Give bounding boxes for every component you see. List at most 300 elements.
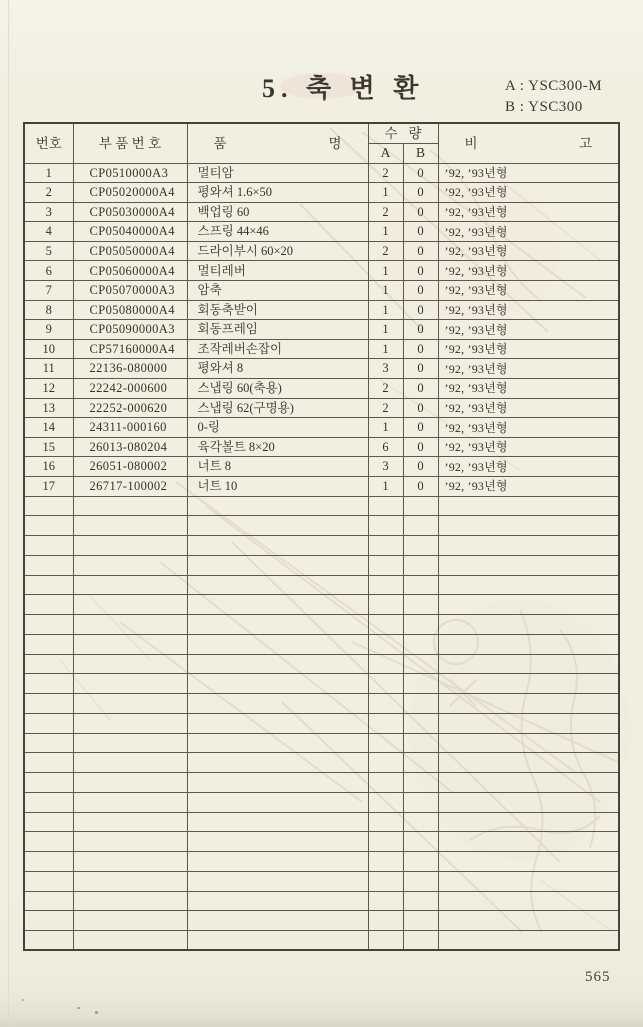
empty-cell [368,694,403,714]
cell-remark: ’92, ’93년형 [438,398,619,418]
empty-cell [187,634,368,654]
empty-cell [368,871,403,891]
cell-qty-b: 0 [403,339,438,359]
empty-cell [438,891,619,911]
empty-cell [438,733,619,753]
empty-cell [24,674,73,694]
cell-no: 4 [24,222,73,242]
cell-qty-b: 0 [403,163,438,183]
cell-qty-b: 0 [403,241,438,261]
empty-cell [24,931,73,951]
empty-cell [73,773,187,793]
cell-remark: ’92, ’93년형 [438,261,619,281]
empty-cell [438,555,619,575]
cell-remark: ’92, ’93년형 [438,163,619,183]
cell-no: 15 [24,437,73,457]
empty-cell [368,911,403,931]
empty-cell [368,891,403,911]
cell-no: 9 [24,320,73,340]
cell-part-number: 26051-080002 [73,457,187,477]
cell-qty-a: 2 [368,379,403,399]
table-row [24,300,619,320]
cell-part-name: 0-링 [187,418,368,438]
table-row [24,398,619,418]
empty-cell [368,555,403,575]
empty-cell [187,871,368,891]
empty-cell [187,852,368,872]
empty-cell [403,654,438,674]
col-header-remark-right: 고 [578,135,592,151]
table-row [24,281,619,301]
empty-table-row [24,516,619,536]
empty-cell [73,713,187,733]
cell-qty-a: 2 [368,202,403,222]
table-row [24,477,619,497]
empty-cell [403,536,438,556]
empty-cell [187,832,368,852]
empty-cell [403,812,438,832]
empty-table-row [24,871,619,891]
cell-no: 10 [24,339,73,359]
empty-cell [24,575,73,595]
empty-cell [368,832,403,852]
cell-qty-b: 0 [403,457,438,477]
empty-cell [73,812,187,832]
empty-cell [438,871,619,891]
empty-cell [24,753,73,773]
cell-no: 2 [24,183,73,203]
empty-cell [438,615,619,635]
cell-no: 16 [24,457,73,477]
empty-cell [368,654,403,674]
empty-table-row [24,713,619,733]
empty-cell [368,753,403,773]
cell-part-name: 멀티레버 [187,261,368,281]
cell-remark: ’92, ’93년형 [438,457,619,477]
empty-cell [187,931,368,951]
table-header [24,123,619,163]
cell-qty-b: 0 [403,437,438,457]
cell-qty-a: 1 [368,320,403,340]
cell-qty-a: 1 [368,261,403,281]
cell-qty-a: 1 [368,418,403,438]
cell-remark: ’92, ’93년형 [438,418,619,438]
cell-part-number: CP05020000A4 [73,183,187,203]
cell-qty-a: 1 [368,222,403,242]
empty-cell [187,496,368,516]
empty-cell [24,634,73,654]
cell-qty-b: 0 [403,418,438,438]
col-header-name-right: 명 [328,135,342,151]
empty-cell [73,516,187,536]
col-header-remark [438,123,619,163]
empty-cell [403,713,438,733]
empty-cell [73,694,187,714]
cell-part-number: 26717-100002 [73,477,187,497]
empty-cell [187,891,368,911]
empty-cell [403,516,438,536]
cell-remark: ’92, ’93년형 [438,281,619,301]
empty-cell [368,733,403,753]
empty-cell [73,891,187,911]
empty-cell [403,891,438,911]
empty-cell [187,674,368,694]
empty-cell [24,694,73,714]
empty-cell [73,931,187,951]
col-header-remark-left: 비 [464,135,478,151]
cell-no: 14 [24,418,73,438]
cell-part-name: 드라이부시 60×20 [187,241,368,261]
empty-cell [187,694,368,714]
col-header-qty-b: B [403,143,438,163]
cell-qty-a: 3 [368,359,403,379]
empty-cell [73,871,187,891]
scan-edge-artifact [8,0,9,1027]
empty-cell [187,595,368,615]
empty-cell [438,812,619,832]
cell-remark: ’92, ’93년형 [438,183,619,203]
empty-cell [438,654,619,674]
empty-cell [73,792,187,812]
cell-qty-b: 0 [403,281,438,301]
empty-cell [187,812,368,832]
cell-qty-b: 0 [403,183,438,203]
cell-part-name: 암축 [187,281,368,301]
empty-cell [24,615,73,635]
cell-remark: ’92, ’93년형 [438,339,619,359]
empty-cell [24,911,73,931]
cell-part-number: CP0510000A3 [73,163,187,183]
cell-qty-b: 0 [403,222,438,242]
empty-cell [24,654,73,674]
empty-cell [24,773,73,793]
empty-cell [403,871,438,891]
col-header-qty-right: 량 [408,125,422,141]
empty-table-row [24,852,619,872]
empty-cell [438,753,619,773]
empty-cell [187,615,368,635]
empty-cell [438,713,619,733]
empty-cell [368,713,403,733]
empty-cell [24,733,73,753]
empty-cell [438,911,619,931]
empty-cell [73,634,187,654]
empty-table-row [24,753,619,773]
empty-cell [368,496,403,516]
cell-part-number: CP05090000A3 [73,320,187,340]
cell-qty-b: 0 [403,379,438,399]
empty-cell [368,852,403,872]
col-header-no: 번호 [24,123,73,163]
empty-cell [403,496,438,516]
cell-part-name: 멀티암 [187,163,368,183]
empty-cell [368,792,403,812]
table-row [24,379,619,399]
empty-cell [187,575,368,595]
empty-cell [368,595,403,615]
empty-cell [24,516,73,536]
empty-cell [73,832,187,852]
col-header-name [187,123,368,163]
cell-no: 13 [24,398,73,418]
empty-cell [438,931,619,951]
empty-cell [73,496,187,516]
empty-cell [187,555,368,575]
col-header-name-left: 품 [213,135,227,151]
cell-part-number: 24311-000160 [73,418,187,438]
empty-cell [73,911,187,931]
cell-part-number: CP05070000A3 [73,281,187,301]
empty-cell [438,773,619,793]
cell-remark: ’92, ’93년형 [438,437,619,457]
page-number: 565 [585,969,611,985]
cell-remark: ’92, ’93년형 [438,241,619,261]
empty-cell [438,496,619,516]
table-row [24,437,619,457]
table-row [24,457,619,477]
cell-remark: ’92, ’93년형 [438,222,619,242]
parts-rows [24,163,619,950]
table-row [24,183,619,203]
cell-qty-a: 1 [368,339,403,359]
cell-qty-b: 0 [403,398,438,418]
cell-part-number: CP05080000A4 [73,300,187,320]
empty-table-row [24,555,619,575]
empty-cell [368,575,403,595]
empty-cell [24,496,73,516]
empty-cell [438,674,619,694]
cell-no: 8 [24,300,73,320]
empty-cell [438,536,619,556]
cell-part-name: 조작레버손잡이 [187,339,368,359]
empty-cell [73,536,187,556]
empty-cell [438,634,619,654]
table-row [24,261,619,281]
cell-part-name: 너트 10 [187,477,368,497]
empty-cell [73,654,187,674]
empty-table-row [24,812,619,832]
cell-no: 3 [24,202,73,222]
empty-cell [73,852,187,872]
table-row [24,339,619,359]
scan-speck [77,1007,80,1009]
empty-cell [403,733,438,753]
empty-table-row [24,496,619,516]
table-row [24,222,619,242]
cell-part-number: CP05030000A4 [73,202,187,222]
cell-qty-a: 1 [368,281,403,301]
table-row [24,241,619,261]
empty-cell [187,516,368,536]
col-header-qty-left: 수 [384,125,398,141]
cell-part-name: 육각볼트 8×20 [187,437,368,457]
empty-cell [187,792,368,812]
col-header-qty-a: A [368,143,403,163]
empty-table-row [24,615,619,635]
empty-table-row [24,792,619,812]
empty-table-row [24,891,619,911]
empty-cell [73,595,187,615]
empty-cell [438,694,619,714]
scan-speck [22,999,24,1001]
scan-speck [95,1011,98,1014]
cell-part-number: CP05040000A4 [73,222,187,242]
col-header-qty [368,123,438,143]
table-row [24,320,619,340]
empty-cell [24,852,73,872]
table-row [24,202,619,222]
empty-cell [368,812,403,832]
cell-qty-b: 0 [403,202,438,222]
cell-part-name: 스프링 44×46 [187,222,368,242]
cell-part-number: 22252-000620 [73,398,187,418]
empty-cell [368,634,403,654]
page-title: 5. 축 변 환 [262,74,425,103]
table-row [24,418,619,438]
cell-part-name: 회동프레임 [187,320,368,340]
empty-cell [403,595,438,615]
cell-remark: ’92, ’93년형 [438,359,619,379]
cell-no: 11 [24,359,73,379]
cell-part-name: 스냅링 60(축용) [187,379,368,399]
empty-cell [403,792,438,812]
empty-table-row [24,634,619,654]
cell-part-number: CP57160000A4 [73,339,187,359]
cell-part-number: 22242-000600 [73,379,187,399]
empty-cell [73,753,187,773]
empty-table-row [24,575,619,595]
empty-table-row [24,773,619,793]
empty-cell [187,911,368,931]
empty-cell [24,555,73,575]
cell-no: 17 [24,477,73,497]
cell-qty-b: 0 [403,359,438,379]
empty-cell [403,773,438,793]
cell-remark: ’92, ’93년형 [438,320,619,340]
empty-cell [403,694,438,714]
empty-cell [368,674,403,694]
cell-qty-a: 1 [368,183,403,203]
empty-table-row [24,536,619,556]
cell-part-name: 평와셔 1.6×50 [187,183,368,203]
empty-cell [438,792,619,812]
empty-cell [403,575,438,595]
empty-cell [403,852,438,872]
empty-cell [438,595,619,615]
parts-table [23,122,620,951]
empty-cell [24,595,73,615]
empty-cell [187,536,368,556]
empty-cell [187,753,368,773]
cell-part-name: 스냅링 62(구명용) [187,398,368,418]
cell-qty-a: 2 [368,241,403,261]
cell-qty-b: 0 [403,261,438,281]
cell-no: 12 [24,379,73,399]
cell-qty-a: 1 [368,477,403,497]
empty-cell [368,536,403,556]
empty-cell [187,733,368,753]
cell-qty-a: 6 [368,437,403,457]
empty-cell [438,575,619,595]
cell-remark: ’92, ’93년형 [438,202,619,222]
cell-part-number: CP05050000A4 [73,241,187,261]
empty-cell [24,812,73,832]
cell-part-name: 평와셔 8 [187,359,368,379]
empty-cell [187,654,368,674]
empty-cell [24,536,73,556]
empty-cell [73,615,187,635]
model-legend [505,76,602,118]
cell-part-number: 26013-080204 [73,437,187,457]
cell-qty-b: 0 [403,477,438,497]
empty-cell [73,575,187,595]
model-legend-a: A : YSC300-M [505,78,603,94]
empty-cell [403,931,438,951]
cell-no: 5 [24,241,73,261]
empty-cell [24,792,73,812]
empty-cell [403,634,438,654]
cell-qty-a: 2 [368,163,403,183]
empty-cell [438,832,619,852]
model-legend-b: B : YSC300 [505,99,583,115]
empty-table-row [24,832,619,852]
empty-cell [403,555,438,575]
empty-table-row [24,733,619,753]
cell-part-name: 회동축받이 [187,300,368,320]
empty-table-row [24,674,619,694]
empty-cell [438,516,619,536]
col-header-part-no: 부 품 번 호 [73,123,187,163]
empty-cell [403,753,438,773]
cell-qty-b: 0 [403,320,438,340]
cell-remark: ’92, ’93년형 [438,300,619,320]
cell-part-number: CP05060000A4 [73,261,187,281]
empty-cell [73,733,187,753]
empty-cell [368,516,403,536]
empty-cell [187,713,368,733]
cell-part-name: 너트 8 [187,457,368,477]
cell-part-number: 22136-080000 [73,359,187,379]
cell-qty-a: 2 [368,398,403,418]
empty-table-row [24,654,619,674]
cell-remark: ’92, ’93년형 [438,379,619,399]
empty-table-row [24,931,619,951]
cell-no: 6 [24,261,73,281]
cell-no: 1 [24,163,73,183]
empty-cell [403,615,438,635]
empty-cell [24,713,73,733]
empty-table-row [24,595,619,615]
cell-part-name: 백업링 60 [187,202,368,222]
empty-cell [368,773,403,793]
empty-cell [187,773,368,793]
cell-qty-b: 0 [403,300,438,320]
empty-cell [403,911,438,931]
cell-qty-a: 1 [368,300,403,320]
empty-cell [438,852,619,872]
empty-cell [24,832,73,852]
empty-cell [368,931,403,951]
cell-qty-a: 3 [368,457,403,477]
empty-table-row [24,694,619,714]
cell-remark: ’92, ’93년형 [438,477,619,497]
empty-cell [73,674,187,694]
empty-cell [403,674,438,694]
table-row [24,163,619,183]
empty-cell [368,615,403,635]
empty-table-row [24,911,619,931]
empty-cell [24,871,73,891]
